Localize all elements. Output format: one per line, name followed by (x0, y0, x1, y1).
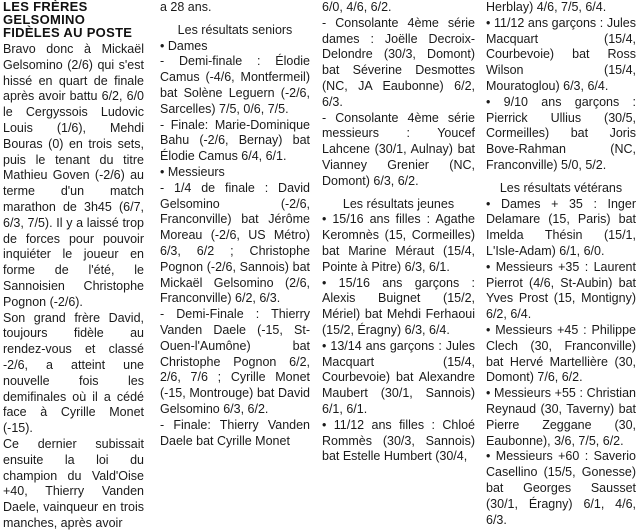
result-line: • 15/16 ans garçons : Alexis Buignet (15/2, Mériel) bat Mehdi Ferhaoui (15/2, Éragny) 6/3, 6/4. (322, 275, 475, 337)
result-line: • Messieurs +60 : Saverio Casellino (15/5, Gonesse) bat Georges Sausset (30/1, Éragny) 6/1, 4/6, 6/3. (486, 449, 636, 527)
result-line: - Consolante 4ème série messieurs : Youcef Lahcene (30/1, Aulnay) bat Vianney Grenier (NC, Domont) 6/3, 6/2. (322, 110, 475, 188)
result-line: - 1/4 de finale : David Gelsomino (-2/6, Franconville) bat Jérôme Moreau (-2/6, US Métro) 6/3, 6/2 ; Christophe Pognon (-2/6, Sannois) bat Mickaël Gelsomino (2/6, Franconville) 6/2, 6/3. (160, 180, 310, 306)
column-3 (322, 0, 475, 464)
article-paragraph: Bravo donc à Mickaël Gelsomino (2/6) qui s'est hissé en quart de finale après avoir battu 6/2, 6/0 le Cergyssois Ludovic Louis (1/6), Mehdi Bouras (0) en trois sets, puis le tenant du titre Mathieu Goven (-2/6) au terme d'un match marathon de 3h45 (6/7, 6/3, 7/5). Il y a laissé trop de forces pour pouvoir inquiéter le joueur en forme de l'été, le Sannoisien Christophe Pognon (-2/6). (3, 42, 144, 309)
column-1 (3, 0, 144, 530)
result-line: • Dames + 35 : Inger Delamare (15, Paris) bat Imelda Thésin (15/1, L'Isle-Adam) 6/1, 6/0. (486, 196, 636, 258)
result-line: - Consolante 4ème série dames : Joëlle Decroix-Delondre (30/3, Domont) bat Séverine Desmottes (NC, JA Eaubonne) 6/2, 6/3. (322, 15, 475, 109)
result-line: • Messieurs (160, 164, 225, 179)
column-2 (160, 0, 310, 448)
result-line: • Dames (160, 38, 208, 53)
section-title-veterans: Les résultats vétérans (499, 180, 623, 195)
article-paragraph: Ce dernier subissait ensuite la loi du champion du Vald'Oise +40, Thierry Vanden Daele, vainqueur en trois manches, après avoir (3, 436, 144, 530)
section-title-seniors: Les résultats seniors (177, 22, 293, 37)
result-line: • 9/10 ans garçons : Pierrick Ullius (30/5, Cormeilles) bat Joris Bove-Rahman (NC, Franconville) 5/0, 5/2. (486, 94, 636, 172)
article-paragraph: Son grand frère David, toujours fidèle au rendez-vous et classé -2/6, a atteint une nouvelle fois les demifinales où il a cédé face à Cyrille Monet (-15). (3, 310, 144, 436)
column-4 (486, 0, 636, 527)
continued-text: 6/0, 4/6, 6/2. (322, 0, 392, 14)
result-line: • 11/12 ans garçons : Jules Macquart (15/4, Courbevoie) bat Ross Wilson (15/4, Mouratoglou) 6/3, 6/4. (486, 15, 636, 93)
result-line: • 13/14 ans garçons : Jules Macquart (15/4, Courbevoie) bat Alexandre Maubert (30/1, Sannois) 6/1, 6/1. (322, 338, 475, 416)
continued-text: a 28 ans. (160, 0, 212, 14)
section-title-jeunes: Les résultats jeunes (342, 196, 455, 211)
headline-line-2: FIDÈLES AU POSTE (3, 25, 133, 40)
result-line: • Messieurs +35 : Laurent Pierrot (4/6, St-Aubin) bat Yves Prost (15, Montigny) 6/2, 6/4. (486, 259, 636, 322)
result-line: - Finale: Marie-Dominique Bahu (-2/6, Bernay) bat Élodie Camus 6/4, 6/1. (160, 117, 310, 164)
headline-line-1: LES FRÈRES GELSOMINO (3, 0, 88, 27)
result-line: • 11/12 ans filles : Chloé Rommès (30/3, Sannois) bat Estelle Humbert (30/4, (322, 417, 475, 464)
result-line: • 15/16 ans filles : Agathe Keromnès (15, Cormeilles) bat Marine Méraut (15/4, Pointe à Pitre) 6/3, 6/1. (322, 212, 475, 274)
result-line: - Finale: Thierry Vanden Daele bat Cyrille Monet (160, 417, 310, 448)
result-line: • Messieurs +55 : Christian Reynaud (30, Taverny) bat Pierre Zeggane (30, Eaubonne), 3/6, 7/5, 6/2. (486, 386, 636, 448)
result-line: - Demi-finale : Élodie Camus (-4/6, Montfermeil) bat Solène Leguern (-2/6, Sarcelles) 7/5, 0/6, 7/5. (160, 54, 310, 116)
result-line: • Messieurs +45 : Philippe Clech (30, Franconville) bat Hervé Martellière (30, Domont) 7/6, 6/2. (486, 322, 636, 385)
continued-text: Herblay) 4/6, 7/5, 6/4. (486, 0, 607, 14)
result-line: - Demi-Finale : Thierry Vanden Daele (-15, St-Ouen-l'Aumône) bat Christophe Pognon 6/2, 2/6, 7/6 ; Cyrille Monet (-15, Montrouge) bat David Gelsomino 6/3, 6/2. (160, 307, 310, 416)
